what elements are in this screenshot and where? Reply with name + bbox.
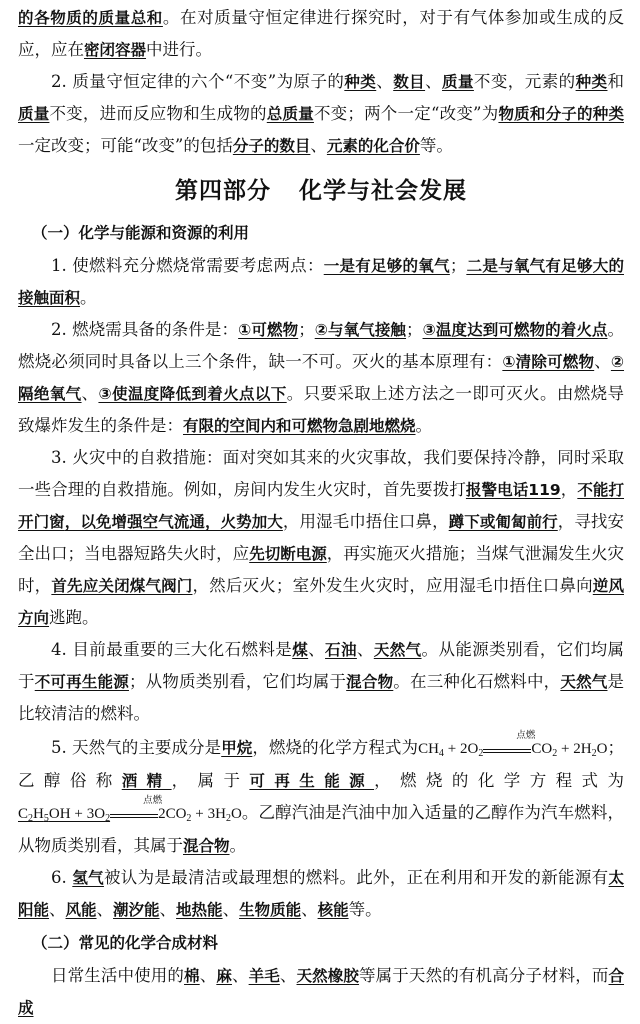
text-run: 、 xyxy=(310,136,327,155)
section-heading-materials: （二）常见的化学合成材料 xyxy=(32,934,219,952)
text-run: 混合物 xyxy=(183,837,230,855)
text-run: 。 xyxy=(80,288,97,307)
text-run: 可再生能源 xyxy=(249,772,375,790)
text-run: 应，应在 xyxy=(18,40,84,59)
text-run: 和 xyxy=(607,72,624,91)
text-run: 不能打开门窗 xyxy=(18,481,625,531)
paragraph-1 xyxy=(18,250,624,314)
text-run: 物质和分子的种类 xyxy=(498,105,624,123)
text-run: 中进行。 xyxy=(146,40,213,59)
text-run: 。在对质量守恒定律进行探究时，对于有气体参加或生成的反 xyxy=(162,8,624,27)
chemical-formula: $CH_4 + 2O_2$ xyxy=(418,741,484,759)
text-run: 。燃烧必须同时具备以上三个条件，缺一不可。灭火的基本原理有： xyxy=(18,320,625,371)
text-run: 、 xyxy=(231,966,249,985)
text-run: 、 xyxy=(81,384,99,403)
text-run: 、 xyxy=(356,640,374,659)
text-run: 、 xyxy=(425,72,443,91)
text-run: 二是与氧气有足够大的接触面积 xyxy=(18,257,624,307)
text-run: 潮汐能 xyxy=(113,901,160,919)
text-run: 首先应关闭煤气阀门 xyxy=(51,577,193,595)
text-run: 。只要采取上述方法之一即可灭火。由燃烧导致爆炸发生的条件是： xyxy=(18,384,625,435)
text-run: 分子的数目 xyxy=(232,137,311,155)
text-run: ，寻找安全出口；当电器短路失火时，应 xyxy=(18,512,624,563)
text-run: 逆风方向 xyxy=(18,577,624,627)
text-run: 棉 xyxy=(184,967,200,985)
text-run: 数目 xyxy=(393,73,426,91)
text-run: 第四部分 xyxy=(175,178,271,204)
equation-methane xyxy=(418,730,608,759)
text-run: 太阳能 xyxy=(18,869,624,919)
text-run: 麻 xyxy=(216,967,232,985)
text-run: 煤 xyxy=(292,641,309,659)
document-page xyxy=(0,2,640,1017)
text-run: 不可再生能源 xyxy=(34,673,129,691)
text-run: ， xyxy=(560,480,578,499)
text-run: ； xyxy=(406,320,423,339)
text-run: 、 xyxy=(96,900,114,919)
text-run: ③使温度降低到着火点以下 xyxy=(98,385,287,403)
text-run: 。在三种化石燃料中， xyxy=(393,672,561,691)
text-run: 1. 使燃料充分燃烧常需要考虑两点： xyxy=(51,256,324,275)
text-run: 、 xyxy=(222,900,240,919)
text-run: 是比较清洁的燃料。 xyxy=(18,672,624,723)
paragraph-5 xyxy=(18,732,624,862)
text-run: 石油 xyxy=(325,641,357,659)
text-run: 混合物 xyxy=(346,673,394,691)
text-run: 酒精 xyxy=(121,772,172,790)
text-run: 点燃 xyxy=(516,730,536,741)
text-run: 、 xyxy=(49,900,66,919)
text-run: 、 xyxy=(279,966,297,985)
text-run: ； xyxy=(298,320,315,339)
text-run: 有限的空间内和可燃物急剧地燃烧 xyxy=(183,417,416,435)
text-run: 等。 xyxy=(348,900,382,919)
paragraph-6 xyxy=(18,862,624,926)
text-run: 5. 天然气的主要成分是 xyxy=(51,738,222,757)
text-run: 生物质能 xyxy=(239,901,302,919)
text-run: 不变；两个一定“改变”为 xyxy=(313,104,499,123)
text-run: 。 xyxy=(415,416,433,435)
text-run: 、 xyxy=(594,352,611,371)
text-run: 地热能 xyxy=(176,901,223,919)
text-run: ，属于 xyxy=(171,771,250,790)
text-run: 不变，元素的 xyxy=(473,72,576,91)
text-run: 蹲下或匍匐前行 xyxy=(448,513,558,531)
text-run: ； xyxy=(607,738,624,757)
paragraph-3 xyxy=(18,442,624,634)
paragraph-top xyxy=(18,2,624,66)
text-run: 天然气 xyxy=(560,673,608,691)
paragraph-7 xyxy=(18,960,624,1024)
text-run: ①清除可燃物 xyxy=(502,353,595,371)
paragraph-2 xyxy=(18,314,624,442)
text-run: 甲烷 xyxy=(221,739,253,757)
equation-ethanol xyxy=(18,795,242,824)
text-run: 一是有足够的氧气 xyxy=(323,257,450,275)
text-run: 天然橡胶 xyxy=(296,967,360,985)
text-run: 、 xyxy=(376,72,394,91)
chemical-formula: $CO_2 + 2H_2O$ xyxy=(531,741,608,759)
text-run: 密闭容器 xyxy=(84,41,147,59)
text-run: ； xyxy=(449,256,467,275)
text-run: 总质量 xyxy=(266,105,314,123)
text-run: 3. 火灾中的自救措施：面对突如其来的火灾事故，我们要保持冷静，同时采取一些合理的自救措施。例如，房间内发生火灾时，首先要拨打 xyxy=(18,448,624,499)
text-run: 乙醇俗称 xyxy=(18,771,122,790)
paragraph-six-invariants xyxy=(18,66,624,162)
text-run: 、 xyxy=(301,900,318,919)
text-run: 等。 xyxy=(419,136,453,155)
text-run: 。乙醇汽油是汽油中加入适量的乙醇作为汽车燃料，从物质类别看，其属于 xyxy=(18,803,624,855)
text-run: 2. 燃烧需具备的条件是： xyxy=(51,320,239,339)
text-run: 羊毛 xyxy=(248,967,280,985)
text-run: 一定改变；可能“改变”的包括 xyxy=(18,136,233,155)
text-run: 化学与社会发展 xyxy=(299,178,467,204)
text-run: ③温度达到可燃物的着火点 xyxy=(422,321,608,339)
chemical-formula: $C_2H_5OH + 3O_2$ xyxy=(18,806,111,824)
text-run: 、 xyxy=(308,640,326,659)
text-run: 质量 xyxy=(18,105,50,123)
text-run: ，用湿毛巾捂住口鼻， xyxy=(282,512,449,531)
text-run: 。 xyxy=(229,836,247,855)
text-run: ，然后灭火；室外发生火灾时，应用湿毛巾捂住口鼻向 xyxy=(192,576,593,595)
text-run: 日常生活中使用的 xyxy=(51,966,185,985)
text-run: ，燃烧的化学方程式为 xyxy=(252,738,419,757)
text-run: ，以免增强空气流通，火势加大 xyxy=(64,513,283,531)
text-run: 天然气 xyxy=(373,641,422,659)
text-run: ②隔绝氧气 xyxy=(18,353,625,403)
text-run: 合成 xyxy=(18,967,625,1017)
text-run: 6. xyxy=(51,868,73,887)
text-run: ，再实施灭火措施；当煤气泄漏发生火灾时， xyxy=(18,544,625,595)
text-run: 质量 xyxy=(442,73,474,91)
text-run: 元素的化合价 xyxy=(326,137,420,155)
text-run: 。从能源类别看，它们均属于 xyxy=(18,640,625,691)
chemical-formula: $2CO_2 + 3H_2O$ xyxy=(158,806,242,824)
text-run: ②与氧气接触 xyxy=(314,321,407,339)
section-heading-energy: （一）化学与能源和资源的利用 xyxy=(32,224,250,242)
page-title xyxy=(18,174,624,208)
text-run: ；从物质类别看，它们均属于 xyxy=(128,672,347,691)
text-run: 种类 xyxy=(344,73,377,91)
text-run: 被认为是最清洁或最理想的燃料。此外，正在利用和开发的新能源有 xyxy=(103,868,609,887)
text-run: 逃跑。 xyxy=(49,608,99,627)
text-run: 风能 xyxy=(65,901,97,919)
text-run: 报警电话119 xyxy=(465,481,561,499)
text-run: 不变，进而反应物和生成物的 xyxy=(49,104,267,123)
text-run: 点燃 xyxy=(143,795,163,806)
text-run: 核能 xyxy=(317,901,349,919)
text-run: 、 xyxy=(199,966,217,985)
text-run: 4. 目前最重要的三大化石燃料是 xyxy=(51,640,293,659)
text-run: ，燃烧的化学方程式为 xyxy=(374,771,624,790)
text-run: 氢气 xyxy=(72,869,104,887)
paragraph-4 xyxy=(18,634,624,730)
text-run: 种类 xyxy=(575,73,608,91)
text-run: 、 xyxy=(159,900,177,919)
text-run: 2. 质量守恒定律的六个“不变”为原子的 xyxy=(51,72,345,91)
text-run: ①可燃物 xyxy=(238,321,299,339)
text-run: 的各物质的质量总和 xyxy=(18,9,163,27)
text-run: 等属于天然的有机高分子材料，而 xyxy=(359,966,609,985)
text-run: 先切断电源 xyxy=(249,545,327,563)
